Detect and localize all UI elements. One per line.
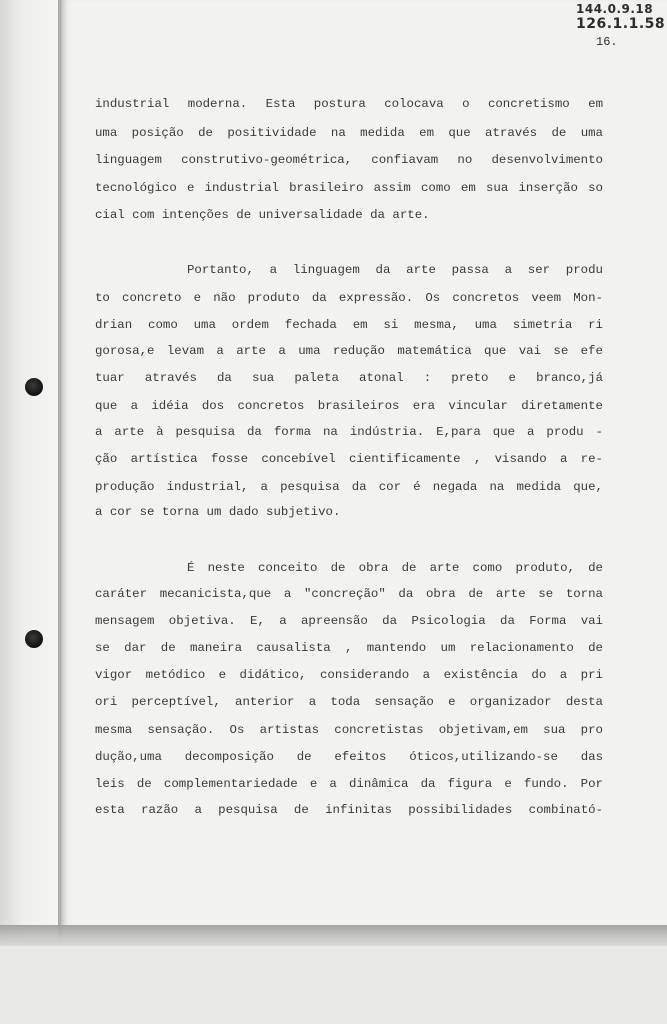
backing-sheet bbox=[0, 0, 61, 940]
text-line: esta razão a pesquisa de infinitas possibilidades combinató- bbox=[95, 803, 603, 817]
text-line: É neste conceito de obra de arte como produto, de bbox=[187, 561, 603, 575]
text-line: Portanto, a linguagem da arte passa a ser produ bbox=[187, 263, 603, 277]
text-line: dução,uma decomposição de efeitos óticos,utilizando-se das bbox=[95, 750, 603, 764]
text-line: uma posição de positividade na medida em que através de uma bbox=[95, 126, 603, 140]
text-line: cial com intenções de universalidade da arte. bbox=[95, 208, 430, 222]
text-line: tecnológico e industrial brasileiro assim como em sua inserção so bbox=[95, 181, 603, 195]
text-line: gorosa,e levam a arte a uma redução matemática que vai se efe bbox=[95, 344, 603, 358]
text-line: a cor se torna um dado subjetivo. bbox=[95, 505, 341, 519]
punch-hole-icon bbox=[25, 378, 43, 396]
text-line: linguagem construtivo-geométrica, confiavam no desenvolvimento bbox=[95, 153, 603, 167]
text-line: drian como uma ordem fechada em si mesma, uma simetria ri bbox=[95, 318, 603, 332]
text-line: mesma sensação. Os artistas concretistas objetivam,em sua pro bbox=[95, 723, 603, 737]
text-line: ção artística fosse concebível cientificamente , visando a re- bbox=[95, 452, 603, 466]
archive-code-line-2: 126.1.1.58 bbox=[576, 16, 666, 32]
text-line: to concreto e não produto da expressão. Os concretos veem Mon- bbox=[95, 291, 603, 305]
punch-hole-icon bbox=[25, 630, 43, 648]
page-bottom-edge bbox=[0, 925, 667, 947]
text-line: produção industrial, a pesquisa da cor é negada na medida que, bbox=[95, 480, 603, 494]
archive-code-line-1: 144.0.9.18 bbox=[576, 2, 654, 16]
text-line: ori perceptível, anterior a toda sensação e organizador desta bbox=[95, 695, 603, 709]
text-line: tuar através da sua paleta atonal : preto e branco,já bbox=[95, 371, 603, 385]
text-line: mensagem objetiva. E, a apreensão da Psicologia da Forma vai bbox=[95, 614, 603, 628]
text-line: se dar de maneira causalista , mantendo um relacionamento de bbox=[95, 641, 603, 655]
text-line: industrial moderna. Esta postura colocava o concretismo em bbox=[95, 97, 603, 111]
scan-background bbox=[0, 946, 667, 1024]
text-line: leis de complementariedade e a dinâmica da figura e fundo. Por bbox=[95, 777, 603, 791]
text-line: que a idéia dos concretos brasileiros era vincular diretamente bbox=[95, 399, 603, 413]
text-line: caráter mecanicista,que a "concreção" da obra de arte se torna bbox=[95, 587, 603, 601]
text-line: a arte à pesquisa da forma na indústria. E,para que a produ - bbox=[95, 425, 603, 439]
text-line: vigor metódico e didático, considerando a existência do a pri bbox=[95, 668, 603, 682]
page-number: 16. bbox=[596, 35, 618, 49]
